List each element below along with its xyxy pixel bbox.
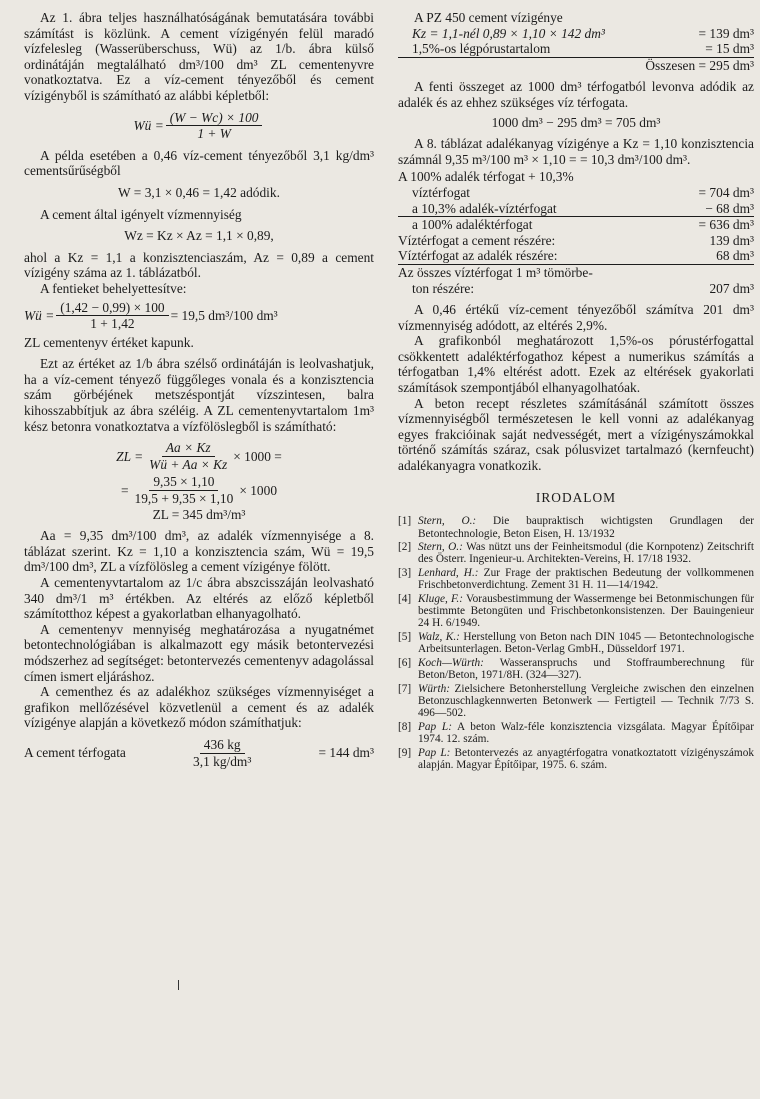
reference-text: [418, 631, 754, 656]
reference-number: [8]: [398, 720, 412, 733]
table-row: [398, 233, 754, 249]
stray-mark: [178, 980, 179, 990]
fraction: [56, 300, 168, 332]
reference-number: [1]: [398, 515, 412, 528]
reference-title: Die baupraktisch wichtigsten Grundlagen der Betontechnologie, Beton Eisen, H. 13/1932: [418, 515, 754, 540]
reference-number: [2]: [398, 541, 412, 554]
reference-item: [398, 747, 754, 772]
reference-author: Koch—Würth:: [418, 656, 484, 669]
formula-zl-substituted: [24, 474, 374, 506]
table-row: [398, 201, 754, 218]
formula-wu: [24, 110, 374, 142]
heading-line: A PZ 450 cement vízigénye: [414, 10, 563, 25]
calc-value: = 15 dm³: [705, 41, 754, 57]
reference-author: Kluge, F.:: [418, 592, 463, 605]
reference-text: [418, 515, 754, 540]
paragraph: A cementhez és az adalékhoz szükséges vízmennyiséget a grafikon mellőzésével közvetlenül a cement és az adalék vízigénye alapján a következő módon számíthatjuk:: [24, 684, 374, 731]
right-column: [398, 10, 754, 772]
formula-lhs: ZL =: [116, 448, 144, 464]
paragraph: A fenti összeget az 1000 dm³ térfogatból levonva adódik az adalék és az ehhez szükséges víz térfogata.: [398, 79, 754, 110]
paragraph: A cementenyv mennyiség meghatározása a nyugatnémet betontechnológiában is alkalmazott egy másik betontervezési módszerhez ad segítséget: betontervezés cementenyv adagolással címen ismert eljáráshoz.: [24, 621, 374, 684]
reference-item: [398, 593, 754, 630]
reference-author: Walz, K.:: [418, 630, 460, 643]
formula-lhs: Wü =: [24, 307, 55, 323]
paragraph: ZL cementenyv értéket kapunk.: [24, 334, 194, 350]
formula-lhs: =: [120, 482, 129, 498]
reference-title: Herstellung von Beton nach DIN 1045 — Betontechnologische Arbeitsunterlagen. Beton-Verlag GmbH., Düsseldorf 1971.: [418, 630, 754, 656]
reference-title: Betontervezés az anyagtérfogatra vonatkoztatott vízigényszámok alapján. Magyar Építőipar, 1975. 6. szám.: [418, 746, 754, 771]
table-line: Az összes víztérfogat 1 m³ tömörbe-: [398, 264, 593, 280]
table-row: [398, 185, 754, 201]
table-value: − 68 dm³: [705, 200, 754, 216]
reference-text: [418, 721, 754, 746]
denominator: Wü + Aa × Kz: [149, 456, 228, 472]
reference-item: [398, 631, 754, 656]
table-label: Víztérfogat a cement részére:: [398, 232, 556, 248]
reference-number: [6]: [398, 656, 412, 669]
calc-label: 1,5%-os légpórustartalom: [412, 41, 551, 57]
reference-title: Zielsichere Betonherstellung Vergleiche zwischen den einzelnen Betonzuschlagkennwerten Betonwerk — Fertigteil — Technik 7/73 S. 496—502.: [418, 682, 754, 720]
table-label: ton részére:: [412, 280, 475, 296]
numerator: (1,42 − 0,99) × 100: [56, 300, 168, 317]
paragraph: A példa esetében a 0,46 víz-cement tényezőből 3,1 kg/dm³ cementsűrűségből: [24, 147, 374, 179]
reference-number: [4]: [398, 592, 412, 605]
numerator: Aa × Kz: [162, 440, 215, 457]
paragraph: Az 1. ábra teljes használhatóságának bemutatására további számítást is közlünk. A cement vízigényén felül maradó vízfelesleg (Wasserüberschuss, Wü) az 1/b. ábra külső ordinátáján megtalálható dm³/100 dm³ ZL cementenyvre vonatkoztatva. Ez a víz-cement tényezőből és cement vízigényből is számítható az alábbi képletből:: [24, 10, 374, 103]
denominator: 1 + W: [197, 126, 231, 142]
reference-text: [418, 593, 754, 630]
references-title: IRODALOM: [535, 489, 617, 505]
reference-author: Würth:: [418, 682, 451, 695]
formula-rhs: = 144 dm³: [318, 745, 374, 761]
reference-item: [398, 683, 754, 720]
formula-lhs: A cement térfogata: [24, 745, 126, 761]
reference-number: [3]: [398, 566, 412, 579]
fraction: [145, 440, 231, 472]
paragraph: A grafikonból meghatározott 1,5%-os pórustérfogattal csökkentett adaléktérfogathoz képest a numerikus számítás a térfogatban 1,4% eltérést adott. Ezek az eltérések gyakorlati számítások szempontjából elhanyagolhatóak.: [398, 333, 754, 396]
table-value: 68 dm³: [716, 248, 754, 264]
fraction: [189, 737, 255, 769]
paragraph: A 0,46 értékű víz-cement tényezőből számítva 201 dm³ vízmennyiség adódott, az eltérés 2,9%.: [398, 302, 754, 333]
table-label: Víztérfogat az adalék részére:: [398, 248, 558, 264]
formula-zl: [24, 440, 374, 472]
paragraph: A fentieket behelyettesítve:: [40, 280, 187, 296]
calc-value: = 139 dm³: [698, 25, 754, 41]
table-row: [398, 248, 754, 265]
formula-lhs: Wü =: [133, 117, 164, 133]
reference-title: Wasseranspruchs und Stoffraumberechnung für Beton/Beton, 1971/8H. (324—327).: [418, 656, 754, 682]
reference-title: Vorausbestimmung der Wassermenge bei Betonmischungen für bestimmte Betongüten und Frischbetonkonsistenzen. Der Bauingenieur 24 H. 6/1949.: [418, 592, 754, 630]
fraction: [131, 474, 238, 506]
references-list: [398, 515, 754, 771]
table-value: = 636 dm³: [698, 217, 754, 233]
reference-item: [398, 721, 754, 746]
paragraph: A cement által igényelt vízmennyiség: [40, 206, 242, 222]
volume-table: [398, 169, 754, 296]
reference-text: [418, 541, 754, 566]
denominator: 1 + 1,42: [90, 316, 135, 332]
formula-volume: 1000 dm³ − 295 dm³ = 705 dm³: [491, 114, 661, 130]
paragraph: ahol a Kz = 1,1 a konzisztenciaszám, Az = 0,89 a cement vízigény száma az 1. táblázatból.: [24, 249, 374, 281]
calc-row: [398, 26, 754, 42]
table-value: 207 dm³: [709, 280, 754, 296]
reference-author: Lenhard, H.:: [418, 566, 479, 579]
paragraph: Aa = 9,35 dm³/100 dm³, az adalék vízmennyisége a 8. táblázat szerint. Kz = 1,10 a konzisztencia szám, Wü = 19,5 dm³/100 dm³, ZL a vízfölösleg a cement vízigénye fölött.: [24, 528, 374, 575]
fraction: [166, 110, 263, 142]
reference-text: [418, 567, 754, 592]
reference-number: [5]: [398, 630, 412, 643]
calc-label: Kz = 1,1-nél 0,89 × 1,10 × 142 dm³: [412, 25, 605, 41]
reference-author: Pap L:: [418, 720, 452, 733]
left-column: [24, 10, 374, 769]
table-label: a 10,3% adalék-víztérfogat: [412, 200, 557, 216]
table-row: [398, 217, 754, 233]
reference-item: [398, 515, 754, 540]
formula-zl-result: ZL = 345 dm³/m³: [152, 506, 246, 522]
reference-text: [418, 747, 754, 772]
formula-w: W = 3,1 × 0,46 = 1,42 adódik.: [118, 184, 280, 200]
calc-row: [398, 41, 754, 58]
paragraph: Ezt az értéket az 1/b ábra szélső ordinátáján is leolvashatjuk, ha a víz-cement tényező függőleges vonala és a konzisztencia szám görbéjének metszéspontját vízszintesen, balra kihosszabbítjuk az ábra széléig. A ZL cementenyvtartalom 1m³ kész betonra vonatkoztatva a vízfölöslegből is számítható:: [24, 356, 374, 434]
denominator: 19,5 + 9,35 × 1,10: [134, 491, 234, 507]
table-line: A 100% adalék térfogat + 10,3%: [398, 169, 574, 185]
reference-author: Stern, O.:: [418, 541, 463, 554]
reference-item: [398, 657, 754, 682]
table-label: víztérfogat: [412, 184, 470, 200]
reference-title: Was nützt uns der Feinheitsmodul (die Kornpotenz) Zeitschrift des Österr. Ingenieur-u. Architekten-Vereins, H. 17/18 1932.: [418, 541, 754, 566]
reference-author: Pap L:: [418, 746, 451, 759]
paragraph: A 8. táblázat adalékanyag vízigénye a Kz = 1,10 konzisztencia számnál 9,35 m³/100 m³ × 1,10 = = 10,3 dm³/100 dm³.: [398, 136, 754, 167]
reference-item: [398, 567, 754, 592]
formula-rhs: × 1000 =: [233, 448, 282, 464]
formula-wz: Wz = Kz × Az = 1,1 × 0,89,: [124, 228, 274, 244]
reference-item: [398, 541, 754, 566]
reference-title: Zur Frage der praktischen Bedeutung der vollkommenen Frischbetonverdichtung. Zement 31 H. 11—14/1942.: [418, 566, 755, 592]
table-row: [398, 281, 754, 297]
paragraph: A cementenyvtartalom az 1/c ábra abszcisszáján leolvasható 340 dm³/1 m³ értékben. Az eltérés az előző képletből számítotthoz képest a gyakorlatban elhanyagolható.: [24, 575, 374, 622]
denominator: 3,1 kg/dm³: [193, 753, 252, 769]
numerator: 9,35 × 1,10: [149, 474, 218, 491]
calc-total: Összesen = 295 dm³: [645, 57, 754, 73]
formula-rhs: × 1000: [239, 482, 278, 498]
table-value: 139 dm³: [709, 232, 754, 248]
paragraph: A beton recept részletes számításánál számított összes vízmennyiségből természetesen le kell vonni az adalékanyag egyes frakcióinak saját nedvességét, mert a vízigényszámokkal történő számítás száraz, csak pólusvizet tartalmazó (kernfeucht) adalékanyagra vonatkozik.: [398, 395, 754, 474]
formula-rhs: = 19,5 dm³/100 dm³: [170, 307, 278, 323]
table-value: = 704 dm³: [698, 184, 754, 200]
table-label: a 100% adaléktérfogat: [412, 217, 533, 233]
reference-title: A beton Walz-féle konzisztencia vizsgálata. Magyar Építőipar 1974. 12. szám.: [418, 720, 755, 746]
reference-number: [7]: [398, 682, 412, 695]
formula-wu-value: [24, 300, 374, 332]
reference-number: [9]: [398, 746, 412, 759]
reference-author: Stern, O.:: [418, 515, 477, 528]
numerator: (W − Wc) × 100: [166, 110, 263, 127]
numerator: 436 kg: [200, 737, 245, 754]
reference-text: [418, 683, 754, 720]
reference-text: [418, 657, 754, 682]
formula-cement-volume: [24, 737, 374, 769]
